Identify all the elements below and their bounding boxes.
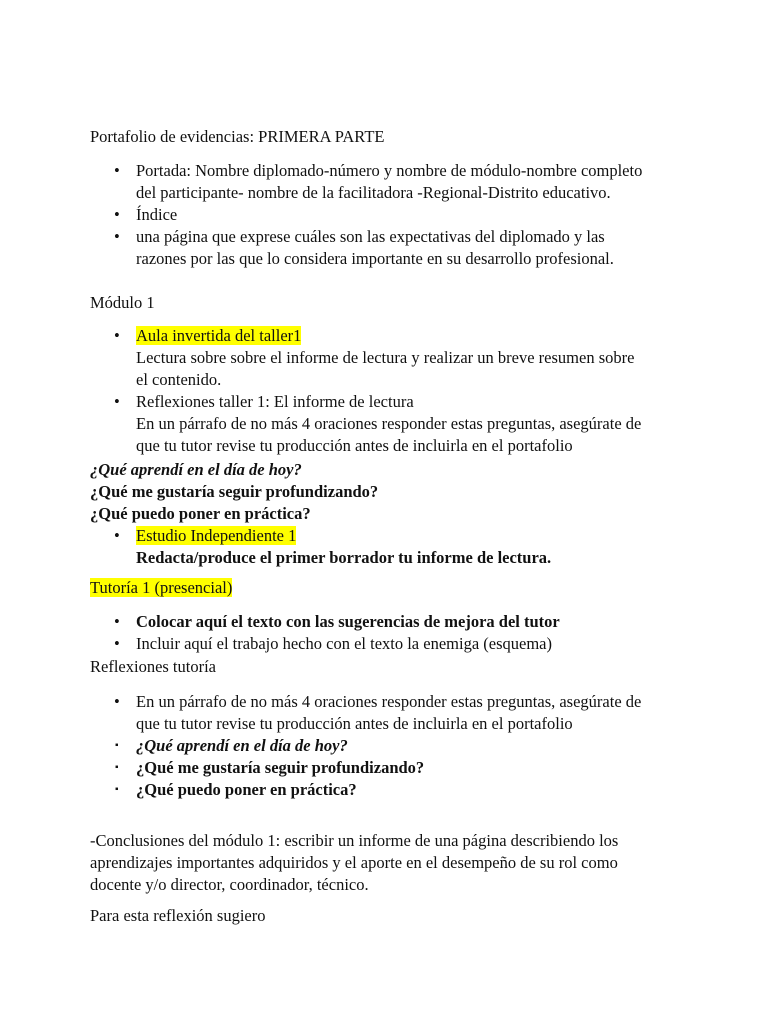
- expectativas-line-1: una página que exprese cuáles son las expectativas del diplomado y las: [136, 227, 605, 246]
- reflex-tutoria-heading: Reflexiones tutoría: [90, 657, 217, 676]
- question-2: ¿Qué me gustaría seguir profundizando?: [90, 482, 379, 501]
- tutoria-heading-wrap: [90, 577, 232, 599]
- reflex-desc-line-2: que tu tutor revise tu producción antes de incluirla en el portafolio: [136, 436, 573, 455]
- tutoria-item-2: Incluir aquí el trabajo hecho con el texto la enemiga (esquema): [136, 634, 552, 653]
- conclusions-line-2: aprendizajes importantes adquiridos y el aporte en el desempeño de su rol como: [90, 853, 618, 872]
- estudio-desc: Redacta/produce el primer borrador tu informe de lectura.: [136, 548, 552, 567]
- intro-list: [90, 160, 690, 270]
- tutoria-list: [90, 611, 690, 655]
- reflex-desc-line-1: En un párrafo de no más 4 oraciones responder estas preguntas, asegúrate de: [136, 414, 642, 433]
- list-item: [90, 204, 690, 226]
- conclusions-line-1: -Conclusiones del módulo 1: escribir un informe de una página describiendo los: [90, 831, 619, 850]
- portada-line-1: Portada: Nombre diplomado-número y nombre de módulo-nombre completo: [136, 161, 643, 180]
- reflex-title: Reflexiones taller 1: El informe de lectura: [136, 392, 414, 411]
- list-item: [90, 226, 690, 270]
- list-item: [90, 633, 690, 655]
- estudio-list: [90, 525, 690, 569]
- reflex-question-1: ¿Qué aprendí en el día de hoy?: [136, 736, 348, 755]
- list-item: [90, 391, 690, 457]
- list-item: [90, 160, 690, 204]
- tutoria-item-1: Colocar aquí el texto con las sugerencias de mejora del tutor: [136, 612, 560, 631]
- conclusions-line-3: docente y/o director, coordinador, técnico.: [90, 875, 369, 894]
- portada-line-2: del participante- nombre de la facilitadora -Regional-Distrito educativo.: [136, 183, 611, 202]
- list-item: [90, 611, 690, 633]
- module-heading: Módulo 1: [90, 293, 155, 312]
- closing-line: Para esta reflexión sugiero: [90, 906, 266, 925]
- reflex-tutoria-line-1: En un párrafo de no más 4 oraciones responder estas preguntas, asegúrate de: [136, 692, 642, 711]
- list-item: [90, 757, 690, 779]
- question-1: ¿Qué aprendí en el día de hoy?: [90, 460, 302, 479]
- aula-desc-line-2: el contenido.: [136, 370, 222, 389]
- tutoria-heading: Tutoría 1 (presencial): [90, 578, 233, 597]
- reflex-tutoria-line-2: que tu tutor revise tu producción antes de incluirla en el portafolio: [136, 714, 573, 733]
- list-item: [90, 779, 690, 801]
- list-item: [90, 325, 690, 391]
- list-item: [90, 691, 690, 735]
- document-title: Portafolio de evidencias: PRIMERA PARTE: [90, 127, 385, 146]
- reflex-question-2: ¿Qué me gustaría seguir profundizando?: [136, 758, 425, 777]
- list-item: [90, 525, 690, 569]
- aula-desc-line-1: Lectura sobre sobre el informe de lectura y realizar un breve resumen sobre: [136, 348, 635, 367]
- module-list: [90, 325, 690, 457]
- question-3: ¿Qué puedo poner en práctica?: [90, 504, 311, 523]
- indice-item: Índice: [136, 205, 178, 224]
- reflex-question-3: ¿Qué puedo poner en práctica?: [136, 780, 357, 799]
- reflex-tutoria-list: [90, 691, 690, 801]
- list-item: [90, 735, 690, 757]
- aula-title: Aula invertida del taller1: [136, 326, 302, 345]
- estudio-title: Estudio Independiente 1: [136, 526, 297, 545]
- expectativas-line-2: razones por las que lo considera importante en su desarrollo profesional.: [136, 249, 614, 268]
